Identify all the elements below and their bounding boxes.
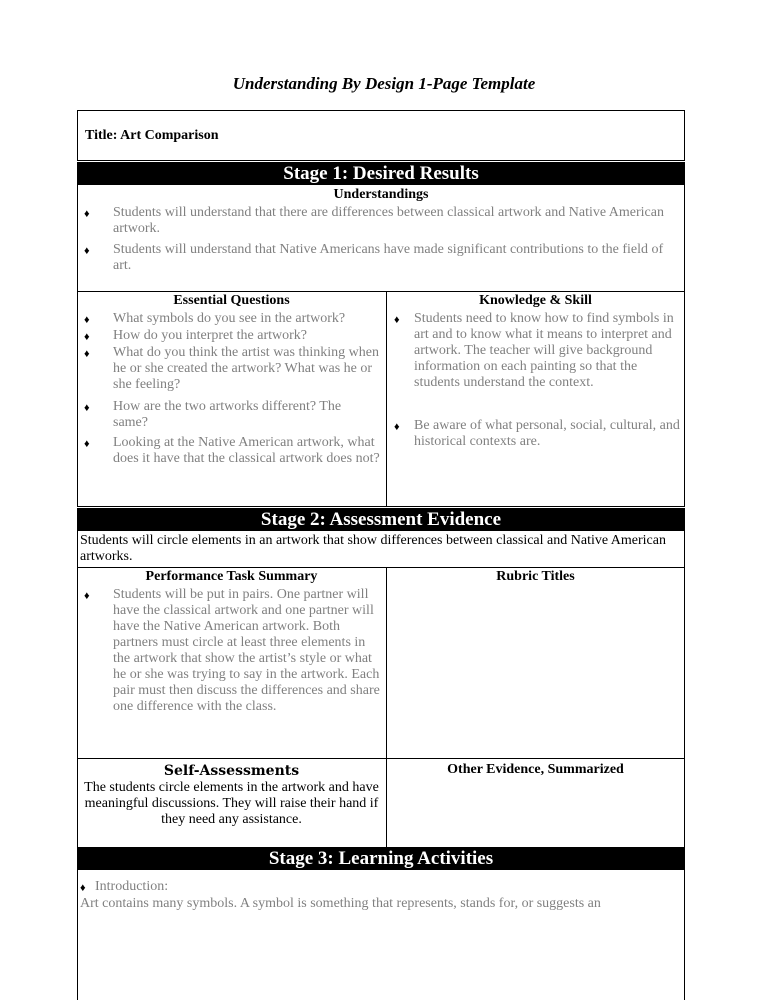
- rubric-titles-header: Rubric Titles: [496, 569, 575, 584]
- self-assessment-text: The students circle elements in the artwork and have meaningful discussions. They will raise their hand if they need any assistance.: [84, 780, 379, 827]
- stage1-divider: [77, 291, 685, 292]
- bullet-icon: ♦: [394, 314, 400, 326]
- essential-question-item: What do you think the artist was thinking when he or she created the artwork? What was he or she feeling?: [113, 345, 379, 392]
- knowledge-skill-header: Knowledge & Skill: [479, 293, 592, 308]
- understandings-header: Understandings: [333, 187, 429, 202]
- stage1-column-divider: [386, 291, 387, 507]
- bullet-icon: ♦: [84, 208, 90, 220]
- stage3-frame: [77, 870, 685, 1000]
- knowledge-skill-item: Students need to know how to find symbols in art and to know what it means to interpret and artwork. The teacher will give background information on each painting so that the students understand the context.: [414, 311, 674, 390]
- performance-task-text: Students will be put in pairs. One partner will have the classical artwork and one partner will have the Native American artwork. Both partners must circle at least three elements in the artwork that show the artist’s style or what he or she was trying to say in the artwork. Each pair must then discuss the differences and share one difference with the class.: [113, 587, 380, 714]
- understanding-item: Students will understand that there are differences between classical artwork and Native American artwork.: [113, 205, 664, 236]
- bullet-icon: ♦: [394, 421, 400, 433]
- bullet-icon: ♦: [84, 402, 90, 414]
- essential-question-item: How do you interpret the artwork?: [113, 328, 307, 343]
- bullet-icon: ♦: [84, 331, 90, 343]
- essential-questions-header: Essential Questions: [173, 293, 290, 308]
- title-value: Art Comparison: [120, 128, 219, 143]
- self-assessments-header: Self-Assessments: [163, 763, 300, 779]
- bullet-icon: ♦: [84, 590, 90, 602]
- bullet-icon: ♦: [84, 314, 90, 326]
- bullet-icon: ♦: [80, 882, 86, 894]
- bullet-icon: ♦: [84, 348, 90, 360]
- stage2-intro: Students will circle elements in an artwork that show differences between classical and Native American artworks.: [80, 533, 666, 564]
- other-evidence-header: Other Evidence, Summarized: [447, 762, 624, 777]
- introduction-label: Introduction:: [95, 879, 169, 894]
- document-title: Understanding By Design 1-Page Template: [232, 74, 536, 93]
- bullet-icon: ♦: [84, 438, 90, 450]
- stage2-divider-lower: [77, 758, 685, 759]
- stage2-column-divider: [386, 567, 387, 847]
- essential-question-item: How are the two artworks different? The same?: [113, 399, 342, 430]
- stage3-banner: Stage 3: Learning Activities: [77, 847, 685, 870]
- knowledge-skill-item: Be aware of what personal, social, cultural, and historical contexts are.: [414, 418, 680, 449]
- introduction-text: Art contains many symbols. A symbol is something that represents, stands for, or suggests an: [80, 896, 601, 911]
- essential-question-item: What symbols do you see in the artwork?: [113, 311, 346, 326]
- bullet-icon: ♦: [84, 245, 90, 257]
- title-line: [85, 128, 219, 144]
- stage1-banner: Stage 1: Desired Results: [77, 162, 685, 185]
- stage2-divider: [77, 567, 685, 568]
- performance-task-header: Performance Task Summary: [145, 569, 318, 584]
- stage2-banner: Stage 2: Assessment Evidence: [77, 508, 685, 531]
- essential-question-item: Looking at the Native American artwork, what does it have that the classical artwork does not?: [113, 435, 380, 466]
- understanding-item: Students will understand that Native Americans have made significant contributions to the field of art.: [113, 242, 664, 273]
- title-label: Title:: [85, 128, 118, 143]
